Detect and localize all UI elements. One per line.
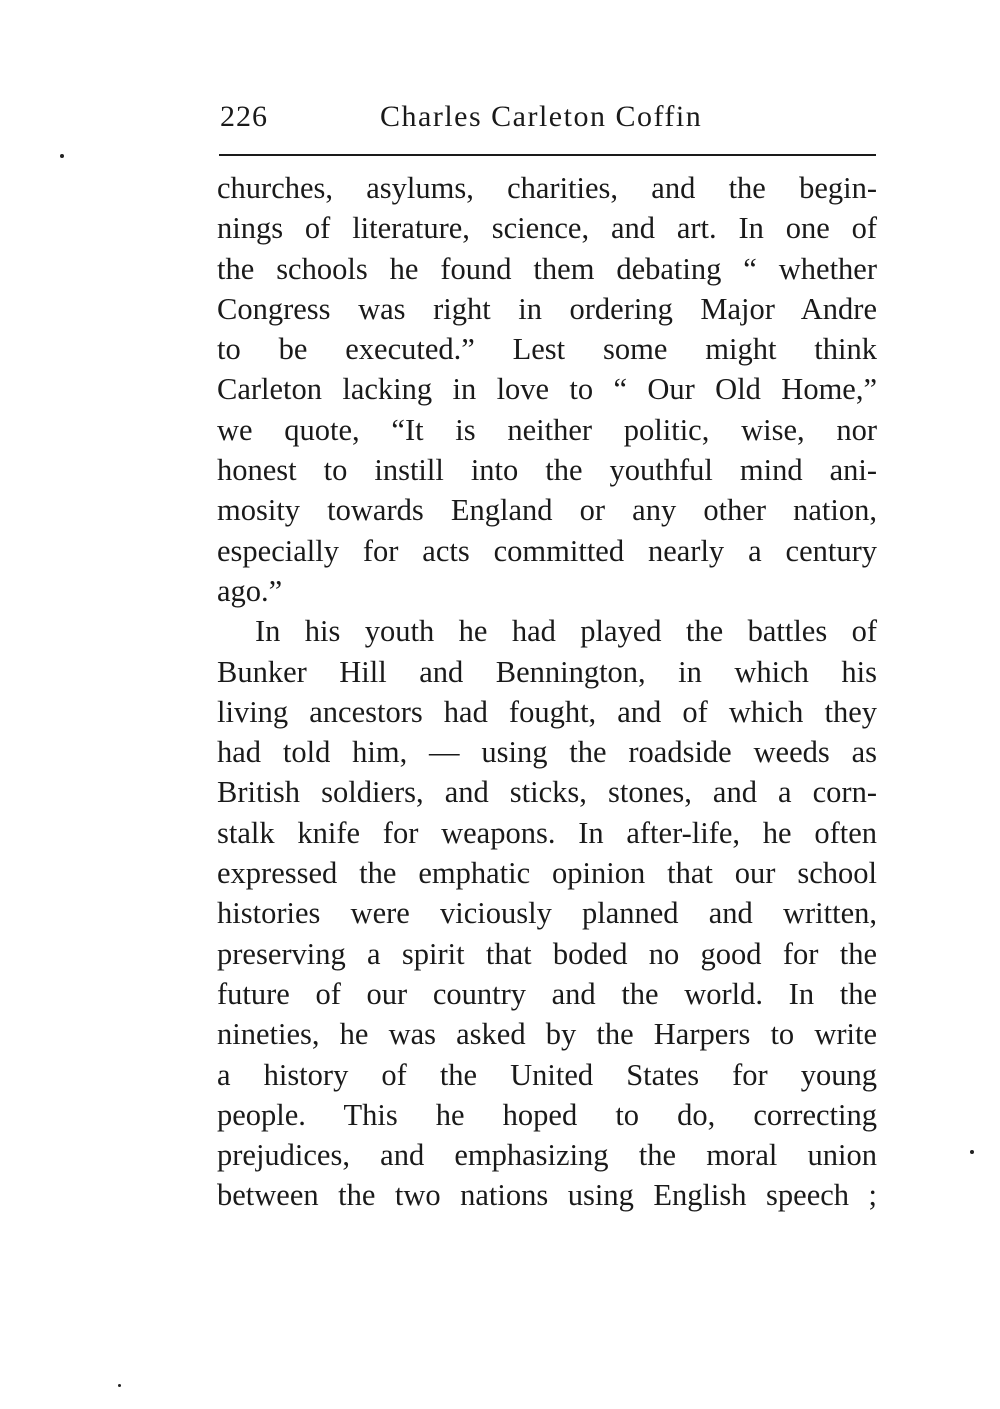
text-line: between the two nations using English speech ; [217,1178,877,1213]
scan-speck [970,1150,974,1154]
text-line: Carleton lacking in love to “ Our Old Home,” [217,372,877,407]
paragraph-2 [217,611,877,1215]
paragraph-1 [217,168,877,611]
text-line: living ancestors had fought, and of which they [217,694,877,729]
text-line: had told him, — using the roadside weeds as [217,735,877,770]
text-line: histories were viciously planned and written, [217,896,877,931]
scan-speck [60,154,64,158]
text-line: Bunker Hill and Bennington, in which his [217,654,877,689]
text-line: nineties, he was asked by the Harpers to write [217,1017,877,1052]
text-line: the schools he found them debating “ whether [217,251,877,286]
scan-speck [118,1384,121,1387]
text-line: mosity towards England or any other nation, [217,493,877,528]
running-title: Charles Carleton Coffin [380,100,703,133]
text-line: churches, asylums, charities, and the begin- [217,171,877,205]
text-line: honest to instill into the youthful mind ani- [217,453,877,488]
body-text [217,168,877,1216]
text-line: especially for acts committed nearly a century [217,533,877,568]
text-line: to be executed.” Lest some might think [217,332,877,367]
text-line: expressed the emphatic opinion that our school [217,856,877,891]
header-rule [219,154,876,156]
page-number: 226 [220,100,268,133]
text-line: stalk knife for weapons. In after-life, he often [217,815,877,850]
text-line: In his youth he had played the battles of [255,614,877,649]
text-line: we quote, “It is neither politic, wise, nor [217,412,877,447]
text-line: people. This he hoped to do, correcting [217,1097,877,1132]
text-line: ago.” [217,573,283,608]
running-header [218,100,876,144]
text-line: prejudices, and emphasizing the moral union [217,1138,877,1173]
text-line: Congress was right in ordering Major Andre [217,291,877,326]
text-line: future of our country and the world. In the [217,976,877,1011]
text-line: preserving a spirit that boded no good for the [217,936,877,971]
text-line: a history of the United States for young [217,1057,877,1092]
text-line: nings of literature, science, and art. In one of [217,211,877,246]
text-line: British soldiers, and sticks, stones, and a corn- [217,775,877,810]
